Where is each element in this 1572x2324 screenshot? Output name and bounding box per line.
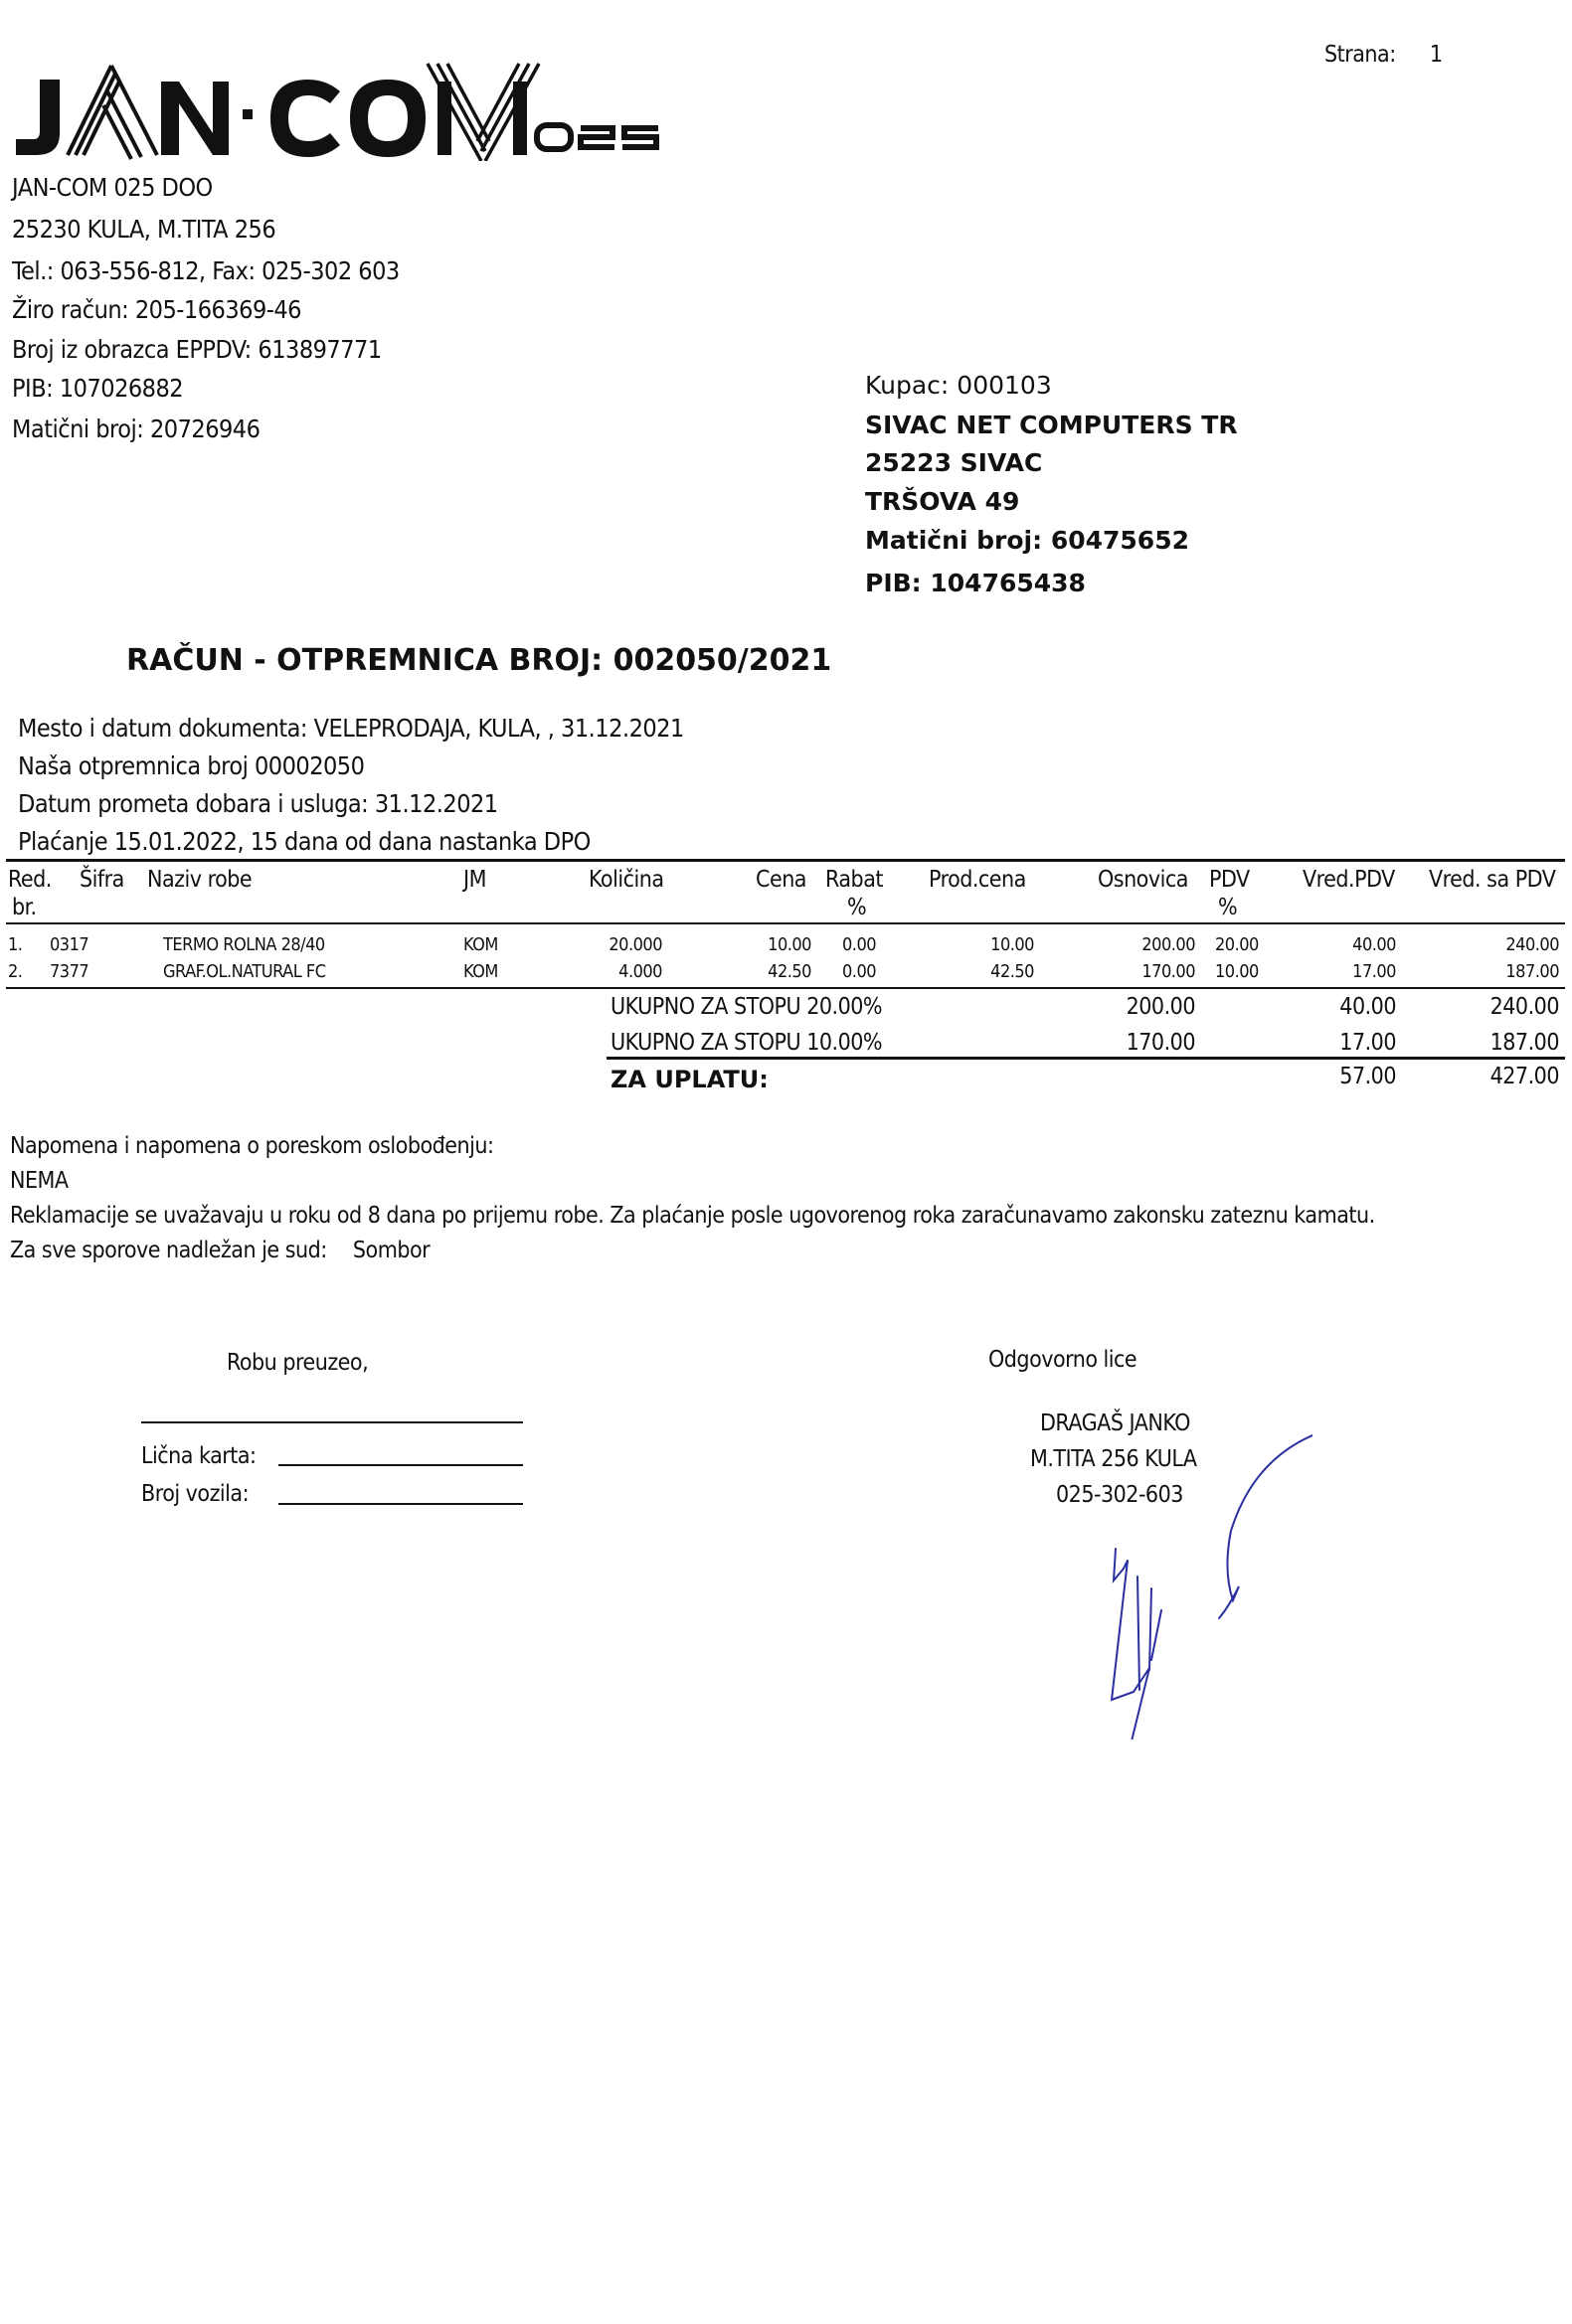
header-sifra: Šifra <box>80 867 124 893</box>
seller-contact: Tel.: 063-556-812, Fax: 025-302 603 <box>12 256 400 285</box>
header-cena: Cena <box>756 867 806 893</box>
seller-address: 25230 KULA, M.TITA 256 <box>12 215 276 244</box>
jan-com-logo-graphic <box>12 62 668 161</box>
grand-total-vredsapdv: 427.00 <box>1489 1064 1559 1089</box>
header-kolicina: Količina <box>589 867 664 893</box>
header-vredsapdv: Vred. sa PDV <box>1429 867 1556 893</box>
header-naziv: Naziv robe <box>147 867 253 893</box>
header-red-br: br. <box>12 895 37 920</box>
header-jm: JM <box>463 867 486 893</box>
cell-kolicina: 20.000 <box>609 934 662 955</box>
responsible-person-label: Odgovorno lice <box>988 1347 1137 1373</box>
cell-cena: 10.00 <box>768 934 811 955</box>
rows-bottom-rule <box>6 987 1565 989</box>
header-bottom-rule <box>6 922 1565 924</box>
header-prodcena: Prod.cena <box>929 867 1026 893</box>
cell-naziv: TERMO ROLNA 28/40 <box>163 934 325 955</box>
buyer-street: TRŠOVA 49 <box>865 487 1020 516</box>
page-label: Strana: <box>1324 42 1396 68</box>
company-logo <box>12 62 668 161</box>
cell-sifra: 7377 <box>50 961 89 982</box>
total-vredpdv: 17.00 <box>1339 1030 1396 1056</box>
header-pdv-pct: % <box>1218 895 1238 920</box>
page-number <box>1324 42 1443 68</box>
responsible-name: DRAGAŠ JANKO <box>1040 1411 1190 1436</box>
cell-prodcena: 10.00 <box>990 934 1034 955</box>
cell-kolicina: 4.000 <box>618 961 662 982</box>
cell-jm: KOM <box>463 934 498 955</box>
cell-rabat: 0.00 <box>842 961 877 982</box>
notes-heading: Napomena i napomena o poreskom oslobođenju: <box>10 1133 494 1159</box>
cell-pdv: 10.00 <box>1215 961 1259 982</box>
table-top-rule <box>6 859 1565 862</box>
id-card-line <box>278 1464 523 1466</box>
header-red: Red. <box>8 867 52 893</box>
seller-account: Žiro račun: 205-166369-46 <box>12 295 301 324</box>
cell-osnovica: 170.00 <box>1141 961 1195 982</box>
responsible-phone: 025-302-603 <box>1056 1482 1183 1508</box>
cell-cena: 42.50 <box>768 961 811 982</box>
page-value: 1 <box>1429 42 1443 68</box>
seller-name: JAN-COM 025 DOO <box>12 173 213 202</box>
cell-vredpdv: 17.00 <box>1352 961 1396 982</box>
id-card-label: Lična karta: <box>141 1443 257 1469</box>
doc-info-turnover-date: Datum prometa dobara i usluga: 31.12.2021 <box>18 789 498 818</box>
buyer-mb: Matični broj: 60475652 <box>865 526 1189 555</box>
court-label: Za sve sporove nadležan je sud: <box>10 1238 327 1263</box>
received-signature-line <box>141 1421 523 1423</box>
court-value: Sombor <box>352 1238 431 1263</box>
total-label: UKUPNO ZA STOPU 20.00% <box>611 994 883 1020</box>
cell-rabat: 0.00 <box>842 934 877 955</box>
seller-pib: PIB: 107026882 <box>12 374 184 403</box>
buyer-code: Kupac: 000103 <box>865 371 1052 400</box>
cell-pdv: 20.00 <box>1215 934 1259 955</box>
total-vredsapdv: 240.00 <box>1489 994 1559 1020</box>
buyer-pib: PIB: 104765438 <box>865 569 1086 597</box>
grand-total-label: ZA UPLATU: <box>611 1066 769 1093</box>
buyer-city: 25223 SIVAC <box>865 448 1043 477</box>
cell-red: 1. <box>8 934 23 955</box>
cell-vredsapdv: 240.00 <box>1505 934 1559 955</box>
handwritten-signature <box>1054 1421 1312 1740</box>
total-vredpdv: 40.00 <box>1339 994 1396 1020</box>
notes-value: NEMA <box>10 1168 69 1194</box>
vehicle-line <box>278 1503 523 1505</box>
cell-vredpdv: 40.00 <box>1352 934 1396 955</box>
seller-eppdv: Broj iz obrazca EPPDV: 613897771 <box>12 335 382 364</box>
header-vredpdv: Vred.PDV <box>1303 867 1395 893</box>
cell-osnovica: 200.00 <box>1141 934 1195 955</box>
seller-mb: Matični broj: 20726946 <box>12 415 261 443</box>
cell-sifra: 0317 <box>50 934 89 955</box>
doc-info-delivery-note: Naša otpremnica broj 00002050 <box>18 751 365 780</box>
cell-naziv: GRAF.OL.NATURAL FC <box>163 961 326 982</box>
cell-jm: KOM <box>463 961 498 982</box>
header-rabat: Rabat <box>825 867 883 893</box>
grand-total-rule <box>607 1057 1565 1060</box>
header-rabat-pct: % <box>847 895 867 920</box>
header-osnovica: Osnovica <box>1098 867 1188 893</box>
total-label: UKUPNO ZA STOPU 10.00% <box>611 1030 883 1056</box>
notes-court <box>10 1238 430 1263</box>
cell-red: 2. <box>8 961 23 982</box>
vehicle-label: Broj vozila: <box>141 1481 250 1507</box>
received-by-label: Robu preuzeo, <box>227 1350 369 1376</box>
total-vredsapdv: 187.00 <box>1489 1030 1559 1056</box>
total-osnovica: 170.00 <box>1126 1030 1195 1056</box>
doc-info-payment: Plaćanje 15.01.2022, 15 dana od dana nastanka DPO <box>18 827 591 856</box>
cell-prodcena: 42.50 <box>990 961 1034 982</box>
header-pdv: PDV <box>1209 867 1250 893</box>
responsible-address: M.TITA 256 KULA <box>1030 1446 1197 1472</box>
cell-vredsapdv: 187.00 <box>1505 961 1559 982</box>
grand-total-vredpdv: 57.00 <box>1339 1064 1396 1089</box>
notes-complaints: Reklamacije se uvažavaju u roku od 8 dana po prijemu robe. Za plaćanje posle ugovorenog roka zaračunavamo zakonsku zateznu kamatu. <box>10 1203 1375 1229</box>
document-title: RAČUN - OTPREMNICA BROJ: 002050/2021 <box>126 643 832 678</box>
total-osnovica: 200.00 <box>1126 994 1195 1020</box>
buyer-name: SIVAC NET COMPUTERS TR <box>865 411 1238 439</box>
doc-info-place-date: Mesto i datum dokumenta: VELEPRODAJA, KULA, , 31.12.2021 <box>18 714 684 743</box>
